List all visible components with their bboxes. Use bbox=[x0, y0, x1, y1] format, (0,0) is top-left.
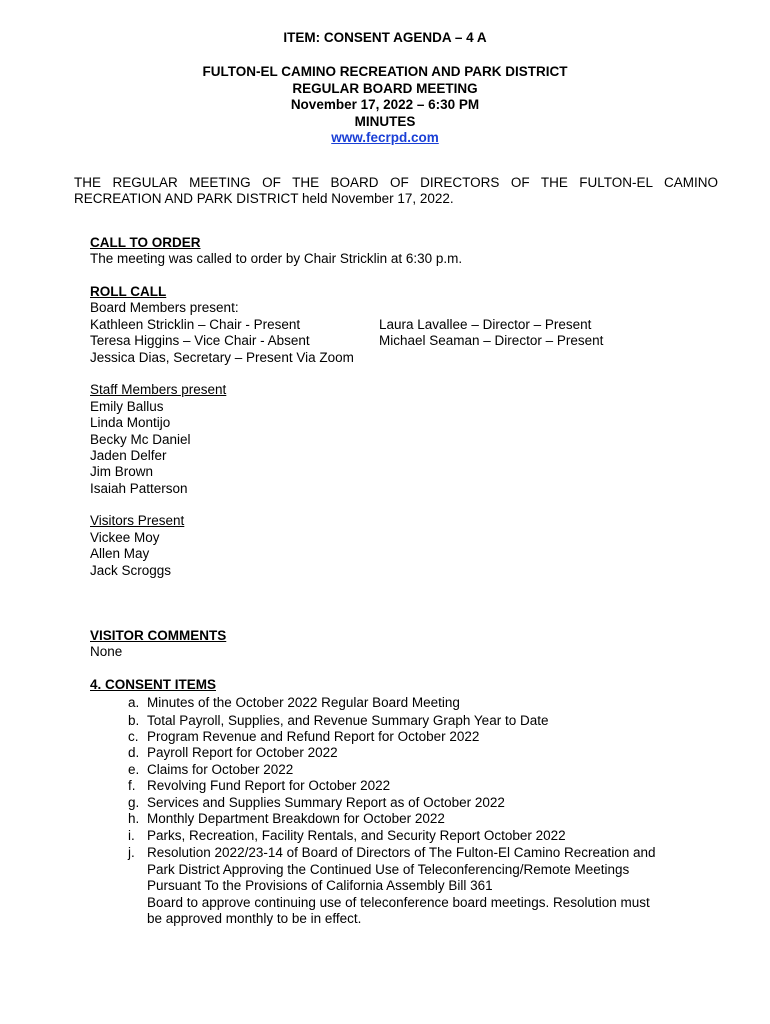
staff-member: Linda Montijo bbox=[90, 415, 171, 430]
visitor-name: Allen May bbox=[90, 546, 150, 561]
board-member: Kathleen Stricklin – Chair - Present bbox=[90, 317, 301, 332]
visitors-heading: Visitors Present bbox=[90, 513, 185, 528]
staff-member: Becky Mc Daniel bbox=[90, 432, 191, 447]
intro-line-1: THE REGULAR MEETING OF THE BOARD OF DIRECTORS OF THE FULTON-EL CAMINO bbox=[74, 175, 718, 190]
list-marker: j. bbox=[128, 845, 135, 860]
list-marker: b. bbox=[128, 713, 140, 728]
district-name: FULTON-EL CAMINO RECREATION AND PARK DISTRICT bbox=[202, 64, 568, 79]
board-members-label: Board Members present: bbox=[90, 300, 239, 315]
list-item bbox=[128, 845, 656, 861]
staff-member: Jaden Delfer bbox=[90, 448, 167, 463]
list-item bbox=[128, 778, 390, 794]
visitor-name: Vickee Moy bbox=[90, 530, 160, 545]
list-item-continuation: Park District Approving the Continued Use of Teleconferencing/Remote Meetings bbox=[147, 862, 630, 877]
meeting-type: REGULAR BOARD MEETING bbox=[292, 81, 478, 96]
list-item-continuation: Board to approve continuing use of teleconference board meetings. Resolution must bbox=[147, 895, 650, 910]
staff-member: Isaiah Patterson bbox=[90, 481, 188, 496]
list-item bbox=[128, 828, 566, 844]
list-marker: i. bbox=[128, 828, 135, 843]
list-item bbox=[128, 729, 479, 745]
staff-heading: Staff Members present bbox=[90, 382, 227, 397]
list-marker: f. bbox=[128, 778, 136, 793]
visitor-name: Jack Scroggs bbox=[90, 563, 172, 578]
list-item bbox=[128, 762, 293, 778]
list-item-text: Program Revenue and Refund Report for October 2022 bbox=[147, 729, 480, 744]
staff-member: Jim Brown bbox=[90, 464, 154, 479]
visitor-comments-text: None bbox=[90, 644, 123, 659]
staff-member: Emily Ballus bbox=[90, 399, 164, 414]
list-item bbox=[128, 795, 505, 811]
list-marker: d. bbox=[128, 745, 140, 760]
list-item-text: Monthly Department Breakdown for October 2022 bbox=[147, 811, 445, 826]
document-type: MINUTES bbox=[354, 114, 416, 129]
list-item bbox=[128, 713, 548, 729]
website-link[interactable]: www.fecrpd.com bbox=[331, 130, 439, 145]
list-item-text: Minutes of the October 2022 Regular Board Meeting bbox=[147, 695, 460, 710]
list-item-text: Claims for October 2022 bbox=[147, 762, 294, 777]
agenda-item-label: ITEM: CONSENT AGENDA – 4 A bbox=[283, 30, 487, 45]
list-marker: c. bbox=[128, 729, 139, 744]
consent-items-heading: 4. CONSENT ITEMS bbox=[90, 677, 217, 692]
list-item-text: Total Payroll, Supplies, and Revenue Summary Graph Year to Date bbox=[147, 713, 549, 728]
list-item-text: Resolution 2022/23-14 of Board of Directors of The Fulton-El Camino Recreation and bbox=[147, 845, 656, 860]
call-to-order-text: The meeting was called to order by Chair Stricklin at 6:30 p.m. bbox=[90, 251, 463, 266]
list-item-continuation: Pursuant To the Provisions of California Assembly Bill 361 bbox=[147, 878, 493, 893]
list-item bbox=[128, 745, 338, 761]
roll-call-heading: ROLL CALL bbox=[90, 284, 167, 299]
list-item-text: Services and Supplies Summary Report as of October 2022 bbox=[147, 795, 505, 810]
list-marker: a. bbox=[128, 695, 140, 710]
list-marker: g. bbox=[128, 795, 140, 810]
visitor-comments-heading: VISITOR COMMENTS bbox=[90, 628, 227, 643]
list-marker: h. bbox=[128, 811, 140, 826]
board-member: Laura Lavallee – Director – Present bbox=[379, 317, 592, 332]
intro-line-2: RECREATION AND PARK DISTRICT held November 17, 2022. bbox=[74, 191, 454, 206]
list-item-text: Payroll Report for October 2022 bbox=[147, 745, 338, 760]
list-item bbox=[128, 811, 445, 827]
list-marker: e. bbox=[128, 762, 140, 777]
website-link-row bbox=[0, 130, 770, 146]
list-item-text: Parks, Recreation, Facility Rentals, and Security Report October 2022 bbox=[147, 828, 566, 843]
list-item-text: Revolving Fund Report for October 2022 bbox=[147, 778, 391, 793]
list-item bbox=[128, 695, 460, 711]
call-to-order-heading: CALL TO ORDER bbox=[90, 235, 201, 250]
board-member: Michael Seaman – Director – Present bbox=[379, 333, 604, 348]
meeting-date: November 17, 2022 – 6:30 PM bbox=[290, 97, 480, 112]
board-member: Teresa Higgins – Vice Chair - Absent bbox=[90, 333, 310, 348]
board-member: Jessica Dias, Secretary – Present Via Zoom bbox=[90, 350, 354, 365]
list-item-continuation: be approved monthly to be in effect. bbox=[147, 911, 362, 926]
